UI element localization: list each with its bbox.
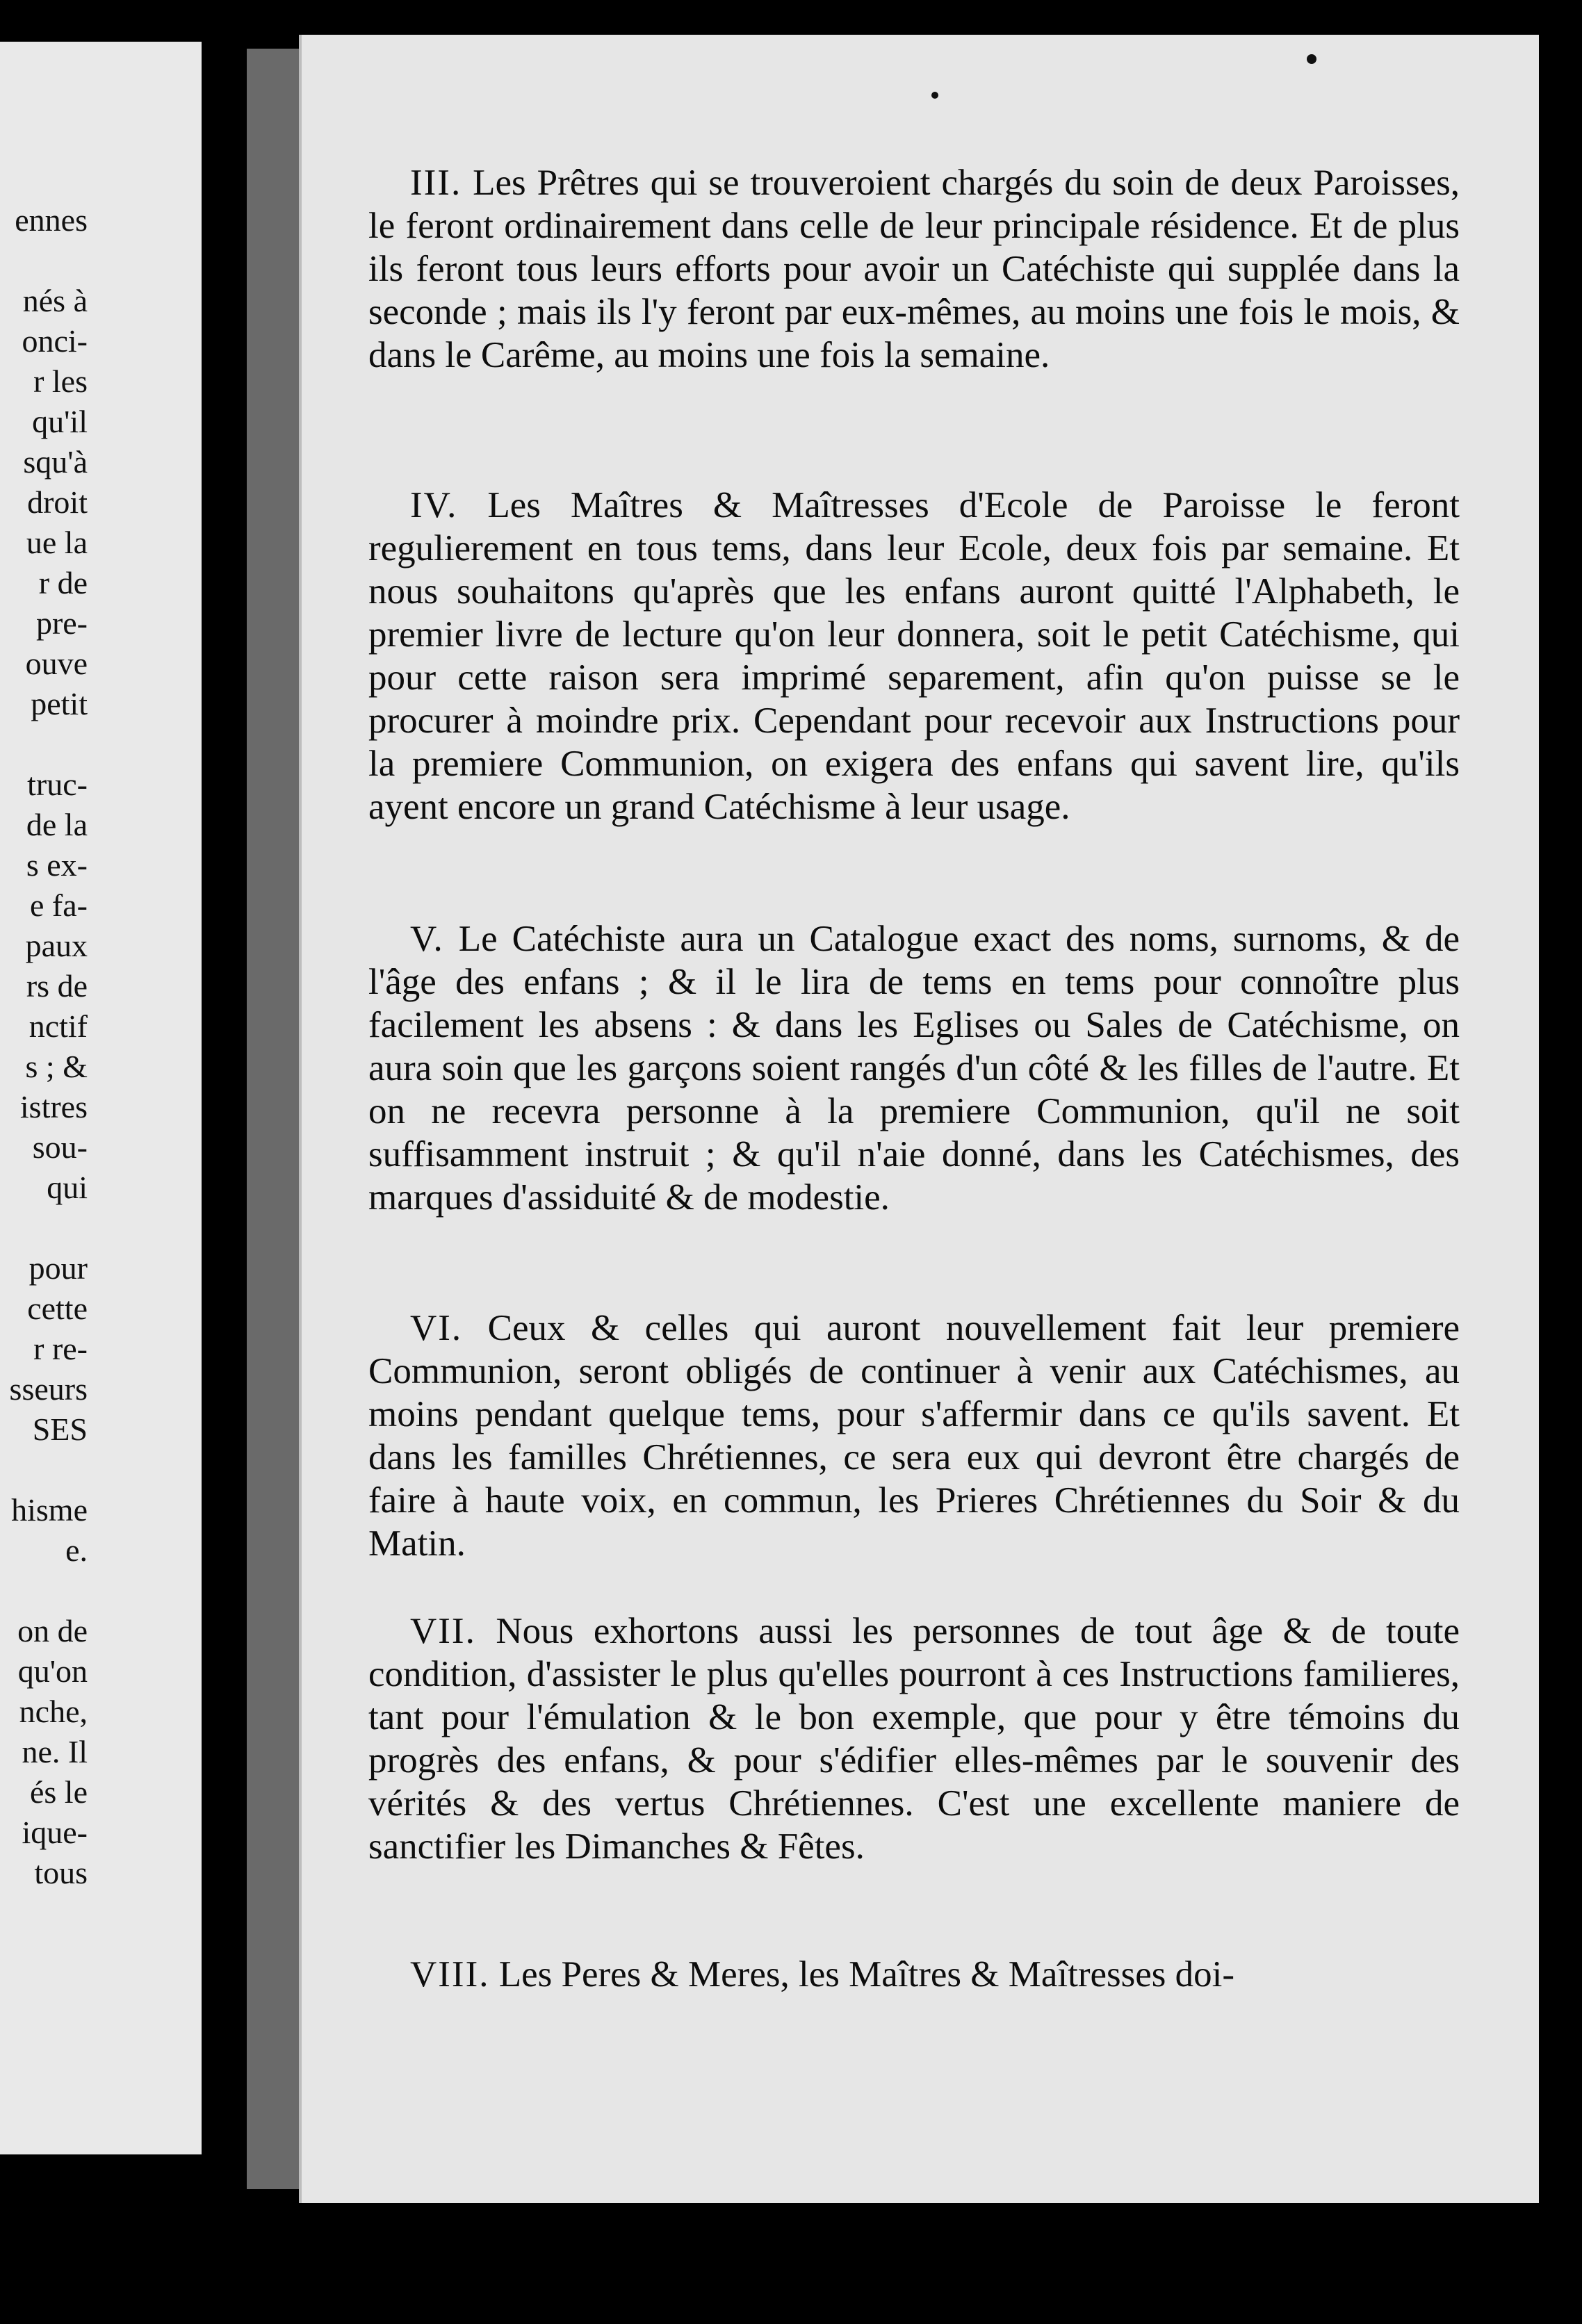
article-text: Les Peres & Meres, les Maîtres & Maîtresses doi-	[498, 1954, 1235, 1995]
previous-page-text-fragment: ne. Il	[22, 1734, 88, 1769]
previous-page-text-fragment: tous	[34, 1855, 88, 1890]
print-mark	[1307, 54, 1316, 64]
previous-page-text-fragment: e.	[65, 1532, 88, 1568]
previous-page-text-fragment: qu'on	[17, 1653, 88, 1689]
previous-page-text-fragment: paux	[25, 928, 88, 963]
previous-page-text-fragment: s ; &	[25, 1049, 88, 1084]
article-text: Ceux & celles qui auront nouvellement fait leur premiere Communion, seront obligés de continuer à venir aux Catéchismes, au moins pendant quelque tems, pour s'affermir dans ce qu'ils savent. Et dans les familles Chrétiennes, ce sera eux qui devront être chargés de faire à haute voix, en commun, les Prieres Chrétiennes du Soir & du Matin.	[368, 1308, 1460, 1564]
article-number: VIII.	[410, 1954, 490, 1995]
previous-page-text-fragment: r re-	[33, 1331, 88, 1366]
previous-page-text-fragment: pre-	[35, 605, 88, 641]
previous-page-text-fragment: s ex-	[26, 847, 88, 883]
article-text: Les Maîtres & Maîtresses d'Ecole de Paroisse le feront regulierement en tous tems, dans leur Ecole, deux fois par semaine. Et nous souhaitons qu'après que les enfans auront quitté l'Alphabeth, le premier livre de lecture qu'on leur donnera, soit le petit Catéchisme, qui pour cette raison sera imprimé separement, afin qu'on puisse se le procurer à moindre prix. Cependant pour recevoir aux Instructions pour la premiere Communion, on exigera des enfans qui savent lire, qu'ils ayent encore un grand Catéchisme à leur usage.	[368, 485, 1460, 827]
previous-page-text-fragment: cette	[27, 1291, 88, 1326]
previous-page-text-fragment: pour	[28, 1250, 88, 1286]
previous-page-text-fragment: ique-	[22, 1815, 88, 1850]
article-number: V.	[410, 919, 444, 959]
previous-page-text-fragment: qui	[47, 1170, 88, 1205]
previous-page-text-fragment: droit	[27, 484, 88, 520]
previous-page-text-fragment: r les	[33, 363, 88, 399]
previous-page-text-fragment: on de	[17, 1613, 88, 1648]
previous-page-text-fragment: truc-	[27, 767, 88, 802]
article-3	[368, 161, 1460, 377]
article-number: VII.	[410, 1611, 476, 1651]
previous-page-text-fragment: r de	[38, 565, 88, 600]
previous-page-text-fragment: qu'il	[32, 404, 88, 439]
dark-margin	[0, 2154, 202, 2324]
previous-page-text-fragment: nctif	[28, 1008, 88, 1044]
article-4	[368, 484, 1460, 828]
article-text: Nous exhortons aussi les personnes de tout âge & de toute condition, d'assister le plus qu'elles pourront à ces Instructions familieres, tant pour l'émulation & le bon exemple, que pour y être témoins du progrès des enfans, & pour s'édifier elles-mêmes par le souvenir des vérités & des vertus Chrétiennes. C'est une excellente maniere de sanctifier les Dimanches & Fêtes.	[368, 1611, 1460, 1867]
article-6	[368, 1307, 1460, 1565]
previous-page-text-fragment: petit	[31, 686, 88, 721]
previous-page-text-fragment: squ'à	[23, 444, 88, 480]
article-number: IV.	[410, 485, 458, 525]
article-number: VI.	[410, 1308, 463, 1348]
previous-page-text-fragment: SES	[32, 1411, 88, 1447]
previous-page-text-fragment: ouve	[25, 646, 88, 681]
article-text: Les Prêtres qui se trouveroient chargés du soin de deux Paroisses, le feront ordinairement dans celle de leur principale résidence. Et de plus ils feront tous leurs efforts pour avoir un Catéchiste qui supplée dans la seconde ; mais ils l'y feront par eux-mêmes, au moins une fois le mois, & dans le Carême, au moins une fois la semaine.	[368, 163, 1460, 375]
article-8	[368, 1953, 1460, 1996]
previous-page-text-fragment: sou-	[32, 1129, 88, 1165]
previous-page-text-fragment: de la	[26, 807, 88, 842]
previous-page-text-fragment: rs de	[26, 968, 88, 1004]
previous-page-text-fragment: istres	[19, 1089, 88, 1124]
previous-page-text-fragment: és le	[29, 1774, 88, 1810]
previous-page-text-fragment: nés à	[22, 283, 88, 318]
article-text: Le Catéchiste aura un Catalogue exact des noms, surnoms, & de l'âge des enfans ; & il le lira de tems en tems pour connoître plus facilement les absens : & dans les Eglises ou Sales de Catéchisme, on aura soin que les garçons soient rangés d'un côté & les filles de l'autre. Et on ne recevra personne à la premiere Communion, qu'il ne soit suffisamment instruit ; & qu'il n'aie donné, dans les Catéchismes, des marques d'assiduité & de modestie.	[368, 919, 1460, 1218]
previous-page-text-fragment: sseurs	[9, 1371, 88, 1407]
previous-page-fragment	[0, 42, 204, 2154]
previous-page-text-fragment: ennes	[15, 202, 88, 238]
previous-page-text-fragment: hisme	[11, 1492, 88, 1528]
article-number: III.	[410, 163, 462, 203]
print-mark	[931, 92, 938, 99]
binding-strip	[247, 49, 302, 2189]
article-7	[368, 1610, 1460, 1868]
previous-page-text-fragment: ue la	[26, 525, 88, 560]
previous-page-text-fragment: e fa-	[30, 887, 88, 923]
article-5	[368, 917, 1460, 1219]
previous-page-text-fragment: onci-	[22, 323, 88, 359]
previous-page-text-fragment: nche,	[19, 1694, 88, 1729]
